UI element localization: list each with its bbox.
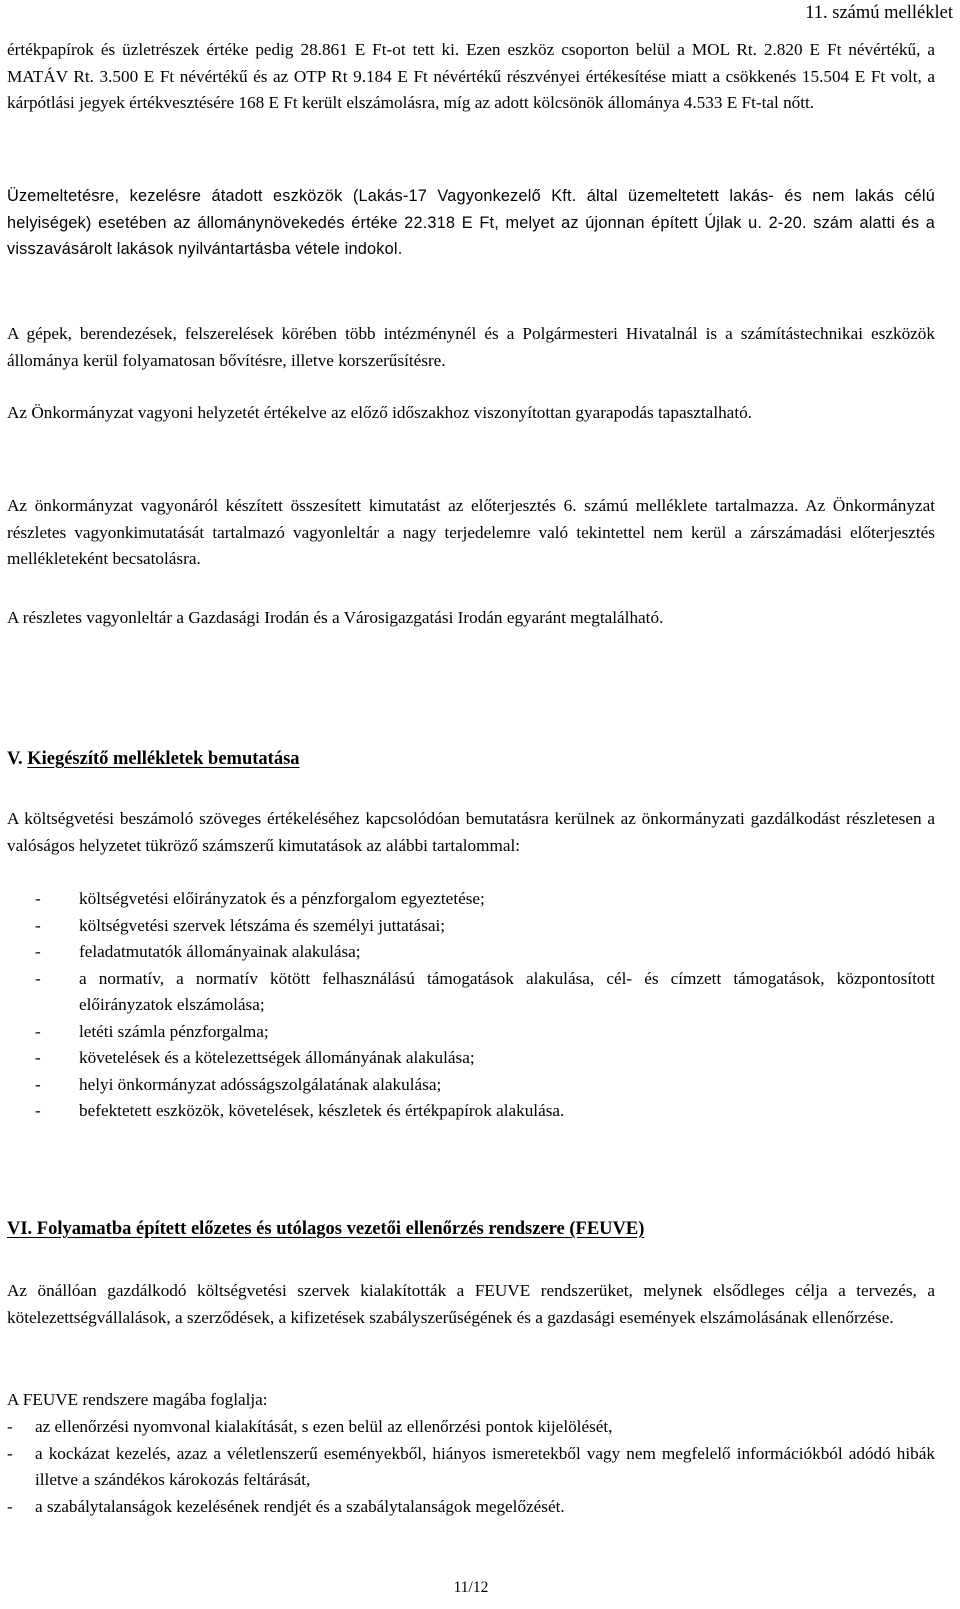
list-item: - a normatív, a normatív kötött felhasználású támogatások alakulása, cél- és címzett támogatások, központosított előirányzatok elszámolása; xyxy=(7,966,935,1019)
list-item: - a szabálytalanságok kezelésének rendjét és a szabálytalanságok megelőzését. xyxy=(7,1494,935,1521)
paragraph-inventory-location: A részletes vagyonleltár a Gazdasági Irodán és a Városigazgatási Irodán egyaránt megtalálható. xyxy=(7,608,664,627)
list-dash: - xyxy=(35,1021,41,1041)
paragraph-asset-position: Az Önkormányzat vagyoni helyzetét értékelve az előző időszakhoz viszonyítottan gyarapodás tapasztalható. xyxy=(7,403,752,422)
document-page xyxy=(7,0,953,1609)
section-vi-heading xyxy=(7,1216,644,1242)
list-item: - költségvetési szervek létszáma és személyi juttatásai; xyxy=(7,913,935,940)
list-dash: - xyxy=(35,968,41,988)
list-item: - a kockázat kezelés, azaz a véletlenszerű eseményekből, hiányos ismeretekből vagy nem megfelelő információkból adódó hibák illetve a szándékos károkozás feltárását, xyxy=(7,1441,935,1494)
section-v-list xyxy=(7,886,935,1125)
section-vi-list xyxy=(7,1414,935,1520)
list-item: - feladatmutatók állományainak alakulása; xyxy=(7,939,935,966)
list-dash: - xyxy=(35,1074,41,1094)
list-item: - befektetett eszközök, követelések, készletek és értékpapírok alakulása. xyxy=(7,1098,935,1125)
list-dash: - xyxy=(7,1417,13,1436)
list-dash: - xyxy=(35,942,41,961)
list-dash: - xyxy=(35,889,41,908)
paragraph-machinery: A gépek, berendezések, felszerelések körében több intézménynél és a Polgármesteri Hivatalnál is a számítástechnikai eszközök állománya kerül folyamatosan bővítésre, illetve korszerűsítésre. xyxy=(7,324,935,370)
section-v-number: V. xyxy=(7,749,28,769)
paragraph-securities: értékpapírok és üzletrészek értéke pedig 28.861 E Ft-ot tett ki. Ezen eszköz csoporton belül a MOL Rt. 2.820 E Ft névértékű, a MATÁV Rt. 3.500 E Ft névértékű és az OTP Rt 9.184 E Ft névértékű részvényei értékesítése miatt a csökkenés 15.504 E Ft volt, a kárpótlási jegyek értékvesztésére 168 E Ft került elszámolásra, míg az adott kölcsönök állománya 4.533 E Ft-tal nőtt. xyxy=(7,40,935,112)
list-dash: - xyxy=(35,1048,41,1067)
annex-label: 11. számú melléklet xyxy=(805,3,953,23)
list-dash: - xyxy=(7,1496,13,1516)
list-dash: - xyxy=(7,1443,13,1463)
paragraph-managed-assets: Üzemeltetésre, kezelésre átadott eszközök (Lakás-17 Vagyonkezelő Kft. által üzemeltetett lakás- és nem lakás célú helyiségek) esetében az állománynövekedés értéke 22.318 E Ft, melyet az újonnan épített Újlak u. 2-20. szám alatti és a visszavásárolt lakások nyilvántartásba vétele indokol. xyxy=(7,187,935,258)
section-vi-title: VI. Folyamatba épített előzetes és utólagos vezetői ellenőrzés rendszere (FEUVE) xyxy=(7,1219,645,1239)
section-v-intro: A költségvetési beszámoló szöveges értékeléséhez kapcsolódóan bemutatásra kerülnek az önkormányzati gazdálkodást részletesen a valóságos helyzetet tükröző számszerű kimutatások az alábbi tartalommal: xyxy=(7,809,935,855)
section-v-title: Kiegészítő mellékletek bemutatása xyxy=(27,749,300,769)
list-item: - az ellenőrzési nyomvonal kialakítását, s ezen belül az ellenőrzési pontok kijelölését, xyxy=(7,1414,935,1441)
list-item: - költségvetési előirányzatok és a pénzforgalom egyeztetése; xyxy=(7,886,935,913)
section-vi-intro: Az önállóan gazdálkodó költségvetési szervek kialakították a FEUVE rendszerüket, melynek elsődleges célja a tervezés, a kötelezettségvállalások, a szerződések, a kifizetések szabályszerűségének és a gazdasági események elszámolásának ellenőrzése. xyxy=(7,1281,935,1327)
page-number: 11/12 xyxy=(453,1579,489,1596)
list-dash: - xyxy=(35,915,41,935)
list-dash: - xyxy=(35,1101,41,1120)
list-item: - helyi önkormányzat adósságszolgálatának alakulása; xyxy=(7,1072,935,1099)
list-item: - letéti számla pénzforgalma; xyxy=(7,1019,935,1046)
list-item: - követelések és a kötelezettségek állományának alakulása; xyxy=(7,1045,935,1072)
section-vi-lead: A FEUVE rendszere magába foglalja: xyxy=(7,1390,268,1409)
section-v-heading xyxy=(7,746,300,772)
paragraph-asset-summary: Az önkormányzat vagyonáról készített összesített kimutatást az előterjesztés 6. számú melléklete tartalmazza. Az Önkormányzat részletes vagyonkimutatását tartalmazó vagyonleltár a nagy terjedelemre való tekintettel nem kerül a zárszámadási előterjesztés mellékleteként becsatolásra. xyxy=(7,496,935,568)
